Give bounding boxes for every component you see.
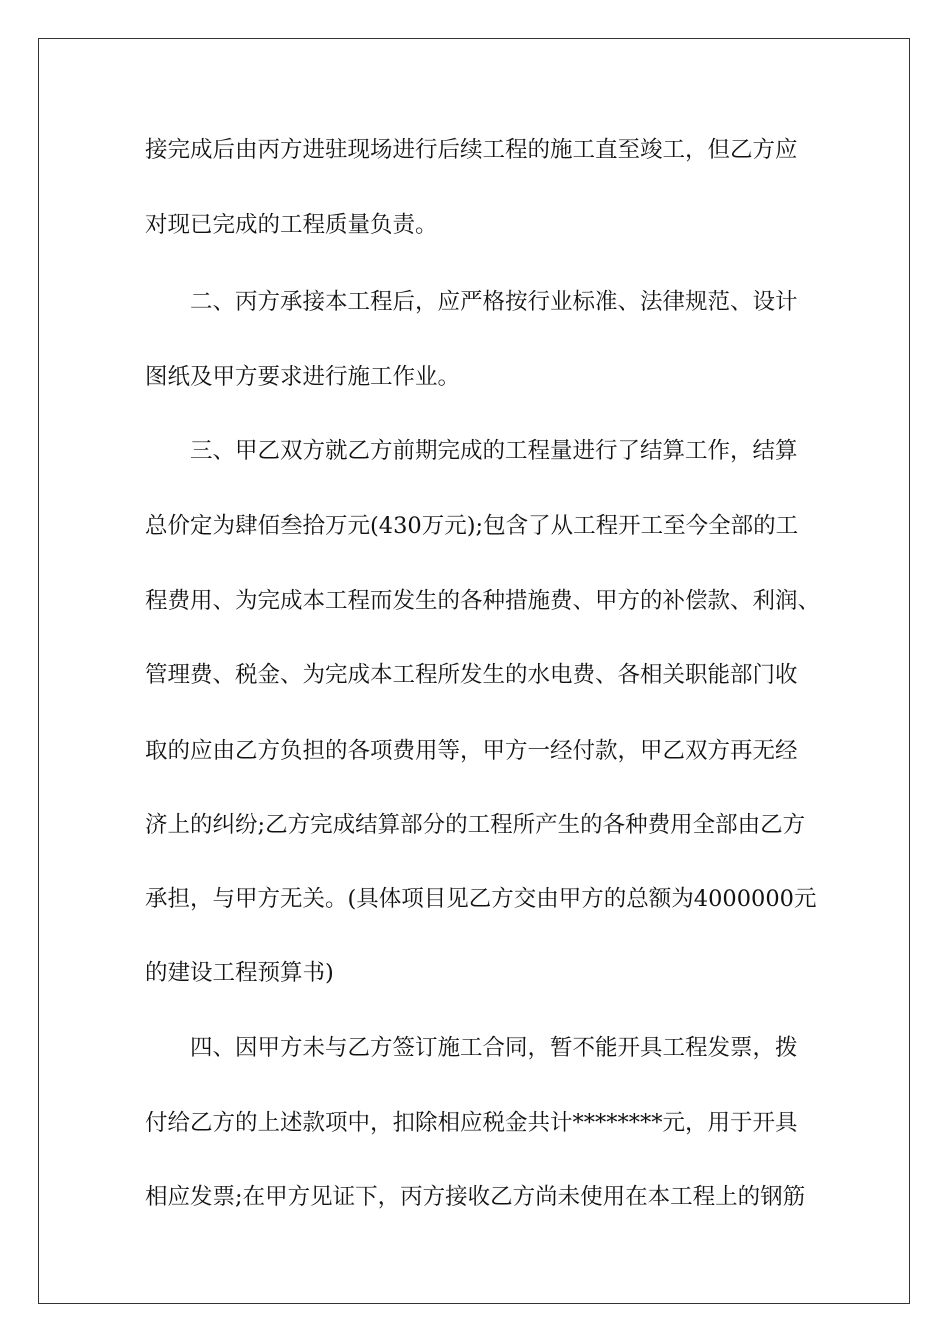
text-line: 图纸及甲方要求进行施工作业。 [145,364,461,390]
text-line: 总价定为肆佰叁拾万元(430万元);包含了从工程开工至今全部的工 [145,513,799,539]
text-line: 付给乙方的上述款项中，扣除相应税金共计********元，用于开具 [145,1110,798,1136]
text-line: 程费用、为完成本工程而发生的各种措施费、甲方的补偿款、利润、 [145,588,821,614]
paragraph-2-start: 二、丙方承接本工程后，应严格按行业标准、法律规范、设计 [190,289,798,315]
text-line: 对现已完成的工程质量负责。 [145,212,438,238]
paragraph-4-start: 四、因甲方未与乙方签订施工合同，暂不能开具工程发票，拨 [190,1035,798,1061]
paragraph-3-start: 三、甲乙双方就乙方前期完成的工程量进行了结算工作，结算 [190,438,798,464]
text-line: 承担，与甲方无关。(具体项目见乙方交由甲方的总额为4000000元 [145,886,817,912]
text-line: 管理费、税金、为完成本工程所发生的水电费、各相关职能部门收 [145,662,798,688]
text-line: 相应发票;在甲方见证下，丙方接收乙方尚未使用在本工程上的钢筋 [145,1184,806,1210]
text-line: 接完成后由丙方进驻现场进行后续工程的施工直至竣工，但乙方应 [145,137,798,163]
text-line: 济上的纠纷;乙方完成结算部分的工程所产生的各种费用全部由乙方 [145,812,806,838]
text-line: 的建设工程预算书) [145,960,334,986]
text-line: 取的应由乙方负担的各项费用等，甲方一经付款，甲乙双方再无经 [145,738,798,764]
